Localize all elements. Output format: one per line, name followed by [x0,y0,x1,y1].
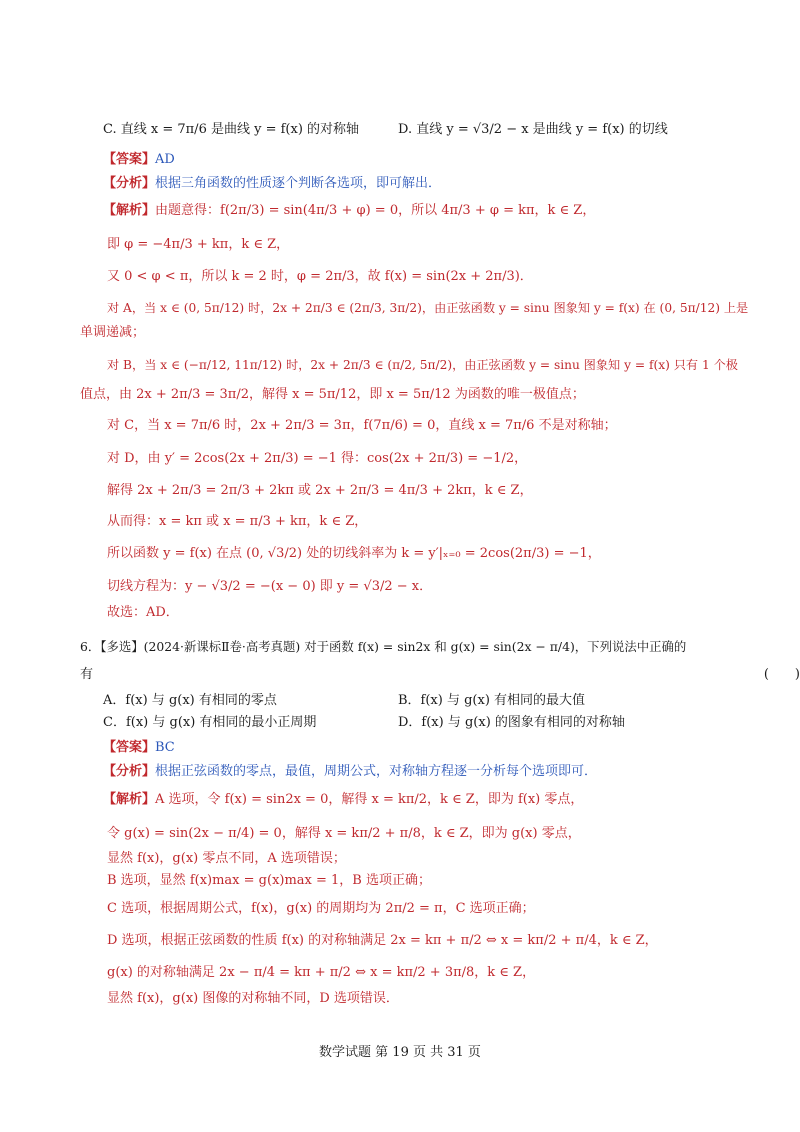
prev-solution-line-7: 对 C，当 x = 7π/6 时，2x + 2π/3 = 3π，f(7π/6) = 0，直线 x = 7π/6 不是对称轴； [107,418,617,433]
analysis-text: 根据三角函数的性质逐个判断各选项，即可解出． [155,176,442,191]
q6-solution-line-7: 显然 f(x)，g(x) 图像的对称轴不同，D 选项错误． [107,991,399,1006]
q6-solution-line-4: C 选项，根据周期公式，f(x)，g(x) 的周期均为 2π/2 = π，C 选项正确； [107,901,535,916]
q6-analysis-line [0,759,800,785]
prev-option-d: D. 直线 y = √3/2 − x 是曲线 y = f(x) 的切线 [398,122,668,137]
prev-answer-line [0,147,800,173]
q6-answer-line [0,735,800,761]
prev-option-c: C. 直线 x = 7π/6 是曲线 y = f(x) 的对称轴 [103,122,360,137]
solution-text: 由题意得：f(2π/3) = sin(4π/3 + φ) = 0，所以 4π/3 + φ = kπ，k ∈ Z， [155,203,596,218]
q6-option-c: C．f(x) 与 g(x) 有相同的最小正周期 [103,715,317,730]
q6-option-b: B．f(x) 与 g(x) 有相同的最大值 [398,693,586,708]
prev-solution-line-11: 所以函数 y = f(x) 在点 (0, √3/2) 处的切线斜率为 k = y′|ₓ₌₀ = 2cos(2π/3) = −1， [107,546,601,561]
q6-solution-line-5: D 选项，根据正弦函数的性质 f(x) 的对称轴满足 2x = kπ + π/2 ⇔ x = kπ/2 + π/4，k ∈ Z， [107,933,658,948]
analysis-tag: 【分析】 [103,176,156,191]
q6-option-a: A．f(x) 与 g(x) 有相同的零点 [103,693,277,708]
q6-stem-line-2 [0,662,800,688]
q6-solution-line-2: 显然 f(x)，g(x) 零点不同，A 选项错误； [107,851,346,866]
solution-tag: 【解析】 [103,203,156,218]
prev-solution-line-2: 又 0 < φ < π，所以 k = 2 时，φ = 2π/3，故 f(x) = sin(2x + 2π/3)． [107,269,533,284]
analysis-text: 根据正弦函数的零点，最值，周期公式，对称轴方程逐一分析每个选项即可． [155,764,598,779]
prev-solution-line-9: 解得 2x + 2π/3 = 2π/3 + 2kπ 或 2x + 2π/3 = 4π/3 + 2kπ，k ∈ Z， [107,483,533,498]
solution-text: A 选项，令 f(x) = sin2x = 0，解得 x = kπ/2，k ∈ Z，即为 f(x) 零点， [155,792,584,807]
answer-tag: 【答案】 [103,152,156,167]
solution-tag: 【解析】 [103,792,156,807]
prev-solution-line-10: 从而得：x = kπ 或 x = π/3 + kπ，k ∈ Z， [107,514,368,529]
prev-solution-line-8: 对 D，由 y′ = 2cos(2x + 2π/3) = −1 得：cos(2x + 2π/3) = −1/2， [107,451,528,466]
answer-tag: 【答案】 [103,740,156,755]
q6-stem-end: 有 [80,667,94,682]
answer-paren: ( ) [763,667,800,682]
prev-solution-line-13: 故选：AD． [107,605,179,620]
q6-solution-line-3: B 选项，显然 f(x)max = g(x)max = 1，B 选项正确； [107,873,431,888]
prev-solution-line-0 [0,198,800,224]
analysis-tag: 【分析】 [103,764,156,779]
prev-solution-line-4: 单调递减； [80,325,146,340]
q6-option-d: D．f(x) 与 g(x) 的图象有相同的对称轴 [398,715,625,730]
q6-solution-line-6: g(x) 的对称轴满足 2x − π/4 = kπ + π/2 ⇔ x = kπ/2 + 3π/8，k ∈ Z， [107,965,536,980]
prev-solution-line-5: 对 B，当 x ∈ (−π/12, 11π/12) 时，2x + 2π/3 ∈ (π/2, 5π/2)，由正弦函数 y = sinu 图象知 y = f(x) 只有 1 个极 [107,358,738,372]
q6-stem-line-1: 6．【多选】(2024·新课标Ⅱ卷·高考真题) 对于函数 f(x) = sin2x 和 g(x) = sin(2x − π/4)，下列说法中正确的 [80,639,687,654]
prev-solution-line-3: 对 A，当 x ∈ (0, 5π/12) 时，2x + 2π/3 ∈ (2π/3, 3π/2)，由正弦函数 y = sinu 图象知 y = f(x) 在 (0, 5π/12) 上是 [107,301,749,315]
answer-value: BC [155,740,175,755]
prev-solution-line-1: 即 φ = −4π/3 + kπ，k ∈ Z， [107,237,290,252]
page-footer: 数学试题 第 19 页 共 31 页 [319,1045,481,1060]
prev-analysis-line [0,171,800,197]
prev-solution-line-6: 值点，由 2x + 2π/3 = 3π/2，解得 x = 5π/12，即 x = 5π/12 为函数的唯一极值点； [80,387,585,402]
q6-solution-line-1: 令 g(x) = sin(2x − π/4) = 0，解得 x = kπ/2 + π/8，k ∈ Z，即为 g(x) 零点， [107,826,581,841]
prev-solution-line-12: 切线方程为：y − √3/2 = −(x − 0) 即 y = √3/2 − x． [107,579,433,594]
q6-solution-line-0 [0,787,800,813]
answer-value: AD [155,152,175,167]
